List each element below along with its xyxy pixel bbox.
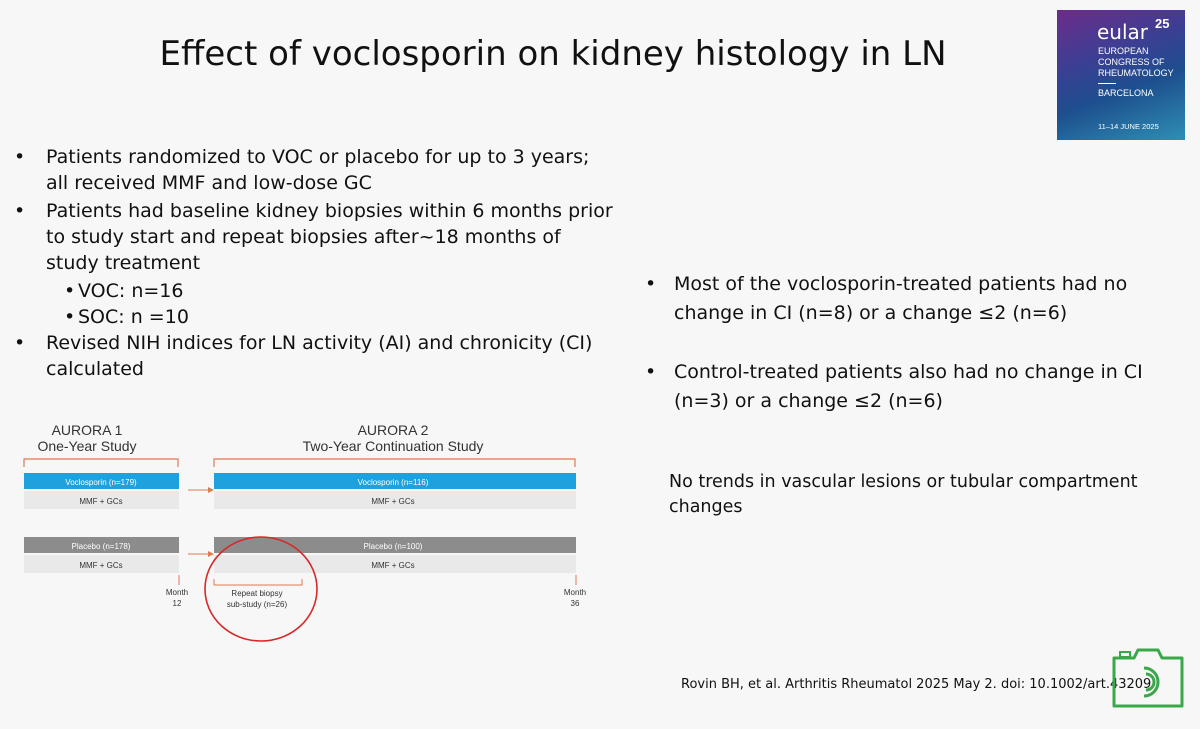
logo-divider (1098, 83, 1116, 84)
arrow-placebo-head (208, 551, 214, 557)
voclosporin-label-1: Voclosporin (n=179) (65, 478, 137, 487)
vascular-note: No trends in vascular lesions or tubular compartment changes (669, 472, 1138, 517)
eular-logo (1057, 10, 1185, 140)
aurora2-subtitle: Two-Year Continuation Study (302, 438, 484, 454)
arrow-voc-head (208, 487, 214, 493)
camera-icon (1108, 644, 1188, 712)
sub-bullet-voc: • VOC: n=16 (14, 278, 614, 304)
bullet-nih-indices: • Revised NIH indices for LN activity (AI) and chronicity (CI) calculated (14, 330, 614, 382)
biopsy-label-2: sub-study (n=26) (226, 600, 288, 609)
mmf-label-4: MMF + GCs (371, 561, 415, 570)
slide-title: Effect of voclosporin on kidney histology in LN (159, 34, 947, 74)
month36-value: 36 (570, 599, 580, 608)
sub-bullet-soc: • SOC: n =10 (14, 304, 614, 330)
bullet-randomized: • Patients randomized to VOC or placebo for up to 3 years; all received MMF and low-dose GC (14, 144, 614, 196)
logo-city: BARCELONA (1098, 88, 1154, 98)
month36-label: Month (563, 588, 587, 597)
month12-label: Month (165, 588, 189, 597)
study-design-diagram (0, 415, 620, 645)
placebo-label-1: Placebo (n=178) (71, 542, 131, 551)
right-bullet-2-wrap (645, 358, 1165, 418)
logo-name: eular (1097, 20, 1149, 44)
mmf-label-3: MMF + GCs (79, 561, 123, 570)
mmf-label-1: MMF + GCs (79, 497, 123, 506)
month12-value: 12 (172, 599, 182, 608)
mmf-label-2: MMF + GCs (371, 497, 415, 506)
aurora1-title: AURORA 1 (51, 422, 123, 438)
aurora1-bracket (24, 459, 178, 467)
aurora2-bracket (214, 459, 575, 467)
left-bullet-list (14, 144, 614, 384)
aurora1-subtitle: One-Year Study (37, 438, 137, 454)
biopsy-bracket (214, 579, 302, 585)
aurora2-title: AURORA 2 (357, 422, 429, 438)
bullet-voclosporin-ci: • Most of the voclosporin-treated patients had no change in CI (n=8) or a change ≤2 (n=6) (645, 270, 1165, 328)
logo-number: 25 (1155, 16, 1170, 31)
logo-dates: 11–14 JUNE 2025 (1098, 122, 1159, 131)
biopsy-label-1: Repeat biopsy (231, 589, 283, 598)
citation: Rovin BH, et al. Arthritis Rheumatol 2025 May 2. doi: 10.1002/art.43209 (681, 677, 1152, 692)
bullet-biopsies: • Patients had baseline kidney biopsies within 6 months prior to study start and repeat biopsies after~18 months of study treatment (14, 198, 614, 276)
logo-congress: EUROPEAN CONGRESS OF RHEUMATOLOGY (1098, 46, 1174, 78)
placebo-label-2: Placebo (n=100) (363, 542, 423, 551)
voclosporin-label-2: Voclosporin (n=116) (357, 478, 429, 487)
right-bullet-1-wrap (645, 270, 1165, 330)
bullet-control-ci: • Control-treated patients also had no change in CI (n=3) or a change ≤2 (n=6) (645, 358, 1165, 416)
